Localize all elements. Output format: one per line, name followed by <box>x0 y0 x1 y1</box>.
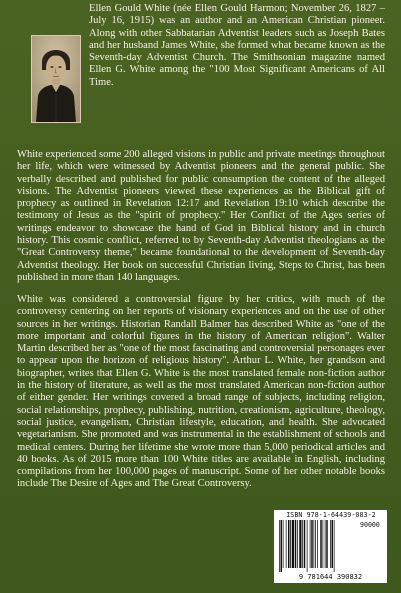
author-portrait <box>31 35 81 123</box>
barcode-bar <box>326 520 328 568</box>
barcode-bar <box>290 520 291 568</box>
barcode-digits: 9 781644 390832 <box>298 573 363 581</box>
barcode-bar <box>310 520 311 568</box>
barcode-bar <box>323 520 324 568</box>
barcode-bar <box>288 520 290 568</box>
barcode-bar <box>332 520 334 568</box>
barcode-bar <box>304 520 306 568</box>
barcode-bar <box>299 520 301 568</box>
bio-paragraph-visions: White experienced some 200 alleged visions in public and private meetings throughout her life, which were witnessed by Adventist pioneers and the general public. She verbally described and published for public consumption the content of the alleged visions. The Adventist pioneers viewed these experiences as the Biblical gift of prophecy as outlined in Revelation 12:17 and Revelation 19:10 which describe the testimony of Jesus as the "spirit of prophecy." Her Conflict of the Ages series of writings endeavor to showcase the hand of God in Biblical history and in church history. This cosmic conflict, referred to by Seventh-day Adventist theologians as the "Great Controversy theme," became foundational to the development of Seventh-day Adventist theology. Her book on successful Christian living, Steps to Christ, has been published in more than 140 languages. <box>17 149 385 283</box>
barcode-bar <box>292 520 294 568</box>
barcode-bars <box>278 520 358 572</box>
price-code: 90000 <box>360 521 380 529</box>
bio-paragraph-intro: Ellen Gould White (née Ellen Gould Harmon; November 26, 1827 – July 16, 1915) was an author and an American Christian pioneer. Along with other Sabbatarian Adventist leaders such as Joseph Bates and her husband James White, she formed what became known as the Seventh-day Adventist Church. The Smithsonian magazine named Ellen G. White among the "100 Most Significant Americans of All Time. <box>89 3 385 88</box>
barcode-bar <box>302 520 303 568</box>
barcode-bar <box>330 520 331 568</box>
barcode-bar <box>320 520 322 568</box>
barcode-bar <box>325 520 326 568</box>
barcode-bar <box>315 520 316 568</box>
author-portrait-image <box>32 36 80 122</box>
barcode-bar <box>295 520 297 568</box>
isbn-label: ISBN 978-1-64439-083-2 <box>286 511 376 519</box>
barcode-bar <box>307 520 308 572</box>
barcode-bar <box>311 520 313 568</box>
barcode-bar <box>281 520 283 572</box>
bio-paragraph-legacy: White was considered a controversial figure by her critics, with much of the controversy centering on her reports of visionary experiences and on the use of other sources in her writings. Historian Randall Balmer has described White as "one of the more important and colorful figures in the history of American religion". Walter Martin described her as "one of the most fascinating and controversial personages ever to appear upon the horizon of religious history". Arthur L. White, her grandson and biographer, writes that Ellen G. White is the most translated female non-fiction author in the history of literature, as well as the most translated American non-fiction author of either gender. Her writings covered a broad range of subjects, including religion, social relationships, prophecy, publishing, nutrition, creationism, agriculture, theology, social justice, evangelism, Christian lifestyle, education, and health. She advocated vegetarianism. She promoted and was instrumental in the establishment of schools and medical centers. During her lifetime she wrote more than 5,000 periodical articles and 40 books. As of 2015 more than 100 White titles are available in English, including compilations from her 100,000 pages of manuscript. Some of her other notable books include The Desire of Ages and The Great Controversy. <box>17 294 385 490</box>
barcode-bar <box>283 520 284 568</box>
barcode-bar <box>279 520 280 572</box>
isbn-barcode <box>274 510 387 583</box>
barcode-bar <box>334 520 335 572</box>
barcode-bar <box>317 520 318 568</box>
barcode-bar <box>297 520 298 568</box>
barcode-bar <box>286 520 287 568</box>
barcode-bar <box>314 520 315 568</box>
